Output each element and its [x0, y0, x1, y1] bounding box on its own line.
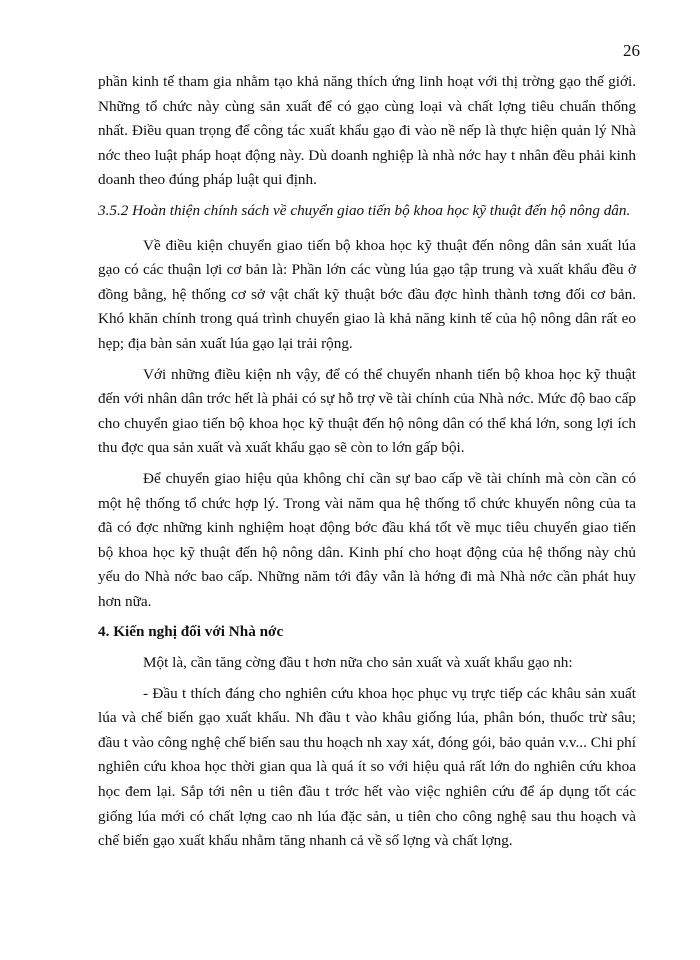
page-number: 26 — [623, 41, 640, 60]
paragraph: Để chuyển giao hiệu qủa không chỉ cần sự bao cấp về tài chính mà còn cần có một hệ thống tổ chức hợp lý. Trong vài năm qua hệ thống tổ chức khuyến nông của ta đã có đợc những kinh nghiệm hoạt động bớc đầu khá tốt về mục tiêu chuyển giao tiến bộ khoa học kỹ thuật đến hộ nông dân. Kinh phí cho hoạt động của hệ thống này chủ yếu do Nhà nớc bao cấp. Những năm tới đây vẫn là hớng đi mà Nhà nớc cần phát huy hơn nữa. — [98, 469, 636, 610]
paragraph-continuation: phần kinh tế tham gia nhằm tạo khả năng thích ứng linh hoạt với thị trờng gạo thế giới. Những tổ chức này cùng sản xuất để có gạo cùng loại và chất lợng tiêu chuẩn thống nhất. Điều quan trọng để công tác xuất khẩu gạo đi vào nề nếp là thực hiện quản lý Nhà nớc theo luật pháp hoạt động này. Dù doanh nghiệp là nhà nớc hay t nhân đều phải kinh doanh theo đúng pháp luật qui định. — [98, 73, 636, 189]
section-heading-3-5-2: 3.5.2 Hoàn thiện chính sách về chuyển giao tiến bộ khoa học kỹ thuật đến hộ nông dân. — [98, 201, 631, 219]
document-body — [98, 70, 636, 860]
section-heading-4: 4. Kiến nghị đối với Nhà nớc — [98, 623, 284, 641]
list-item: - Đầu t thích đáng cho nghiên cứu khoa học phục vụ trực tiếp các khâu sản xuất lúa và chế biến gạo xuất khẩu. Nh đầu t vào khâu giống lúa, phân bón, thuốc trừ sâu; đầu t vào công nghệ chế biến sau thu hoạch nh xay xát, đóng gói, bảo quản v.v... Chi phí nghiên cứu khoa học thời gian qua là quá ít so với hiệu quả rất lớn do nghiên cứu khoa học đem lại. Sắp tới nên u tiên đầu t trớc hết vào việc nghiên cứu để áp dụng tốt các giống lúa mới có chất lợng cao nh lúa đặc sản, u tiên cho công nghệ sau thu hoạch và chế biến gạo xuất khẩu nhằm tăng nhanh cả về số lợng và chất lợng. — [98, 684, 636, 850]
paragraph: Một là, cần tăng cờng đầu t hơn nữa cho sản xuất và xuất khẩu gạo nh: — [143, 654, 573, 672]
paragraph: Về điều kiện chuyển giao tiến bộ khoa học kỹ thuật đến nông dân sản xuất lúa gạo có các thuận lợi cơ bản là: Phần lớn các vùng lúa gạo tập trung và xuất khẩu đều ở đồng bằng, hệ thống cơ sở vật chất kỹ thuật bớc đầu đợc hình thành tơng đối cơ bản. Khó khăn chính trong quá trình chuyển giao là khả năng kinh tế của hộ nông dân rất eo hẹp; địa bàn sản xuất lúa gạo lại trải rộng. — [98, 236, 636, 352]
paragraph: Với những điều kiện nh vậy, để có thể chuyển nhanh tiến bộ khoa học kỹ thuật đến với nhân dân trớc hết là phải có sự hỗ trợ về tài chính của Nhà nớc. Mức độ bao cấp cho chuyển giao tiến bộ khoa học kỹ thuật đến hộ nông dân có thể khá lớn, song lợi ích thu đợc qua sản xuất và xuất khẩu gạo sẽ còn to lớn gấp bội. — [98, 365, 636, 457]
